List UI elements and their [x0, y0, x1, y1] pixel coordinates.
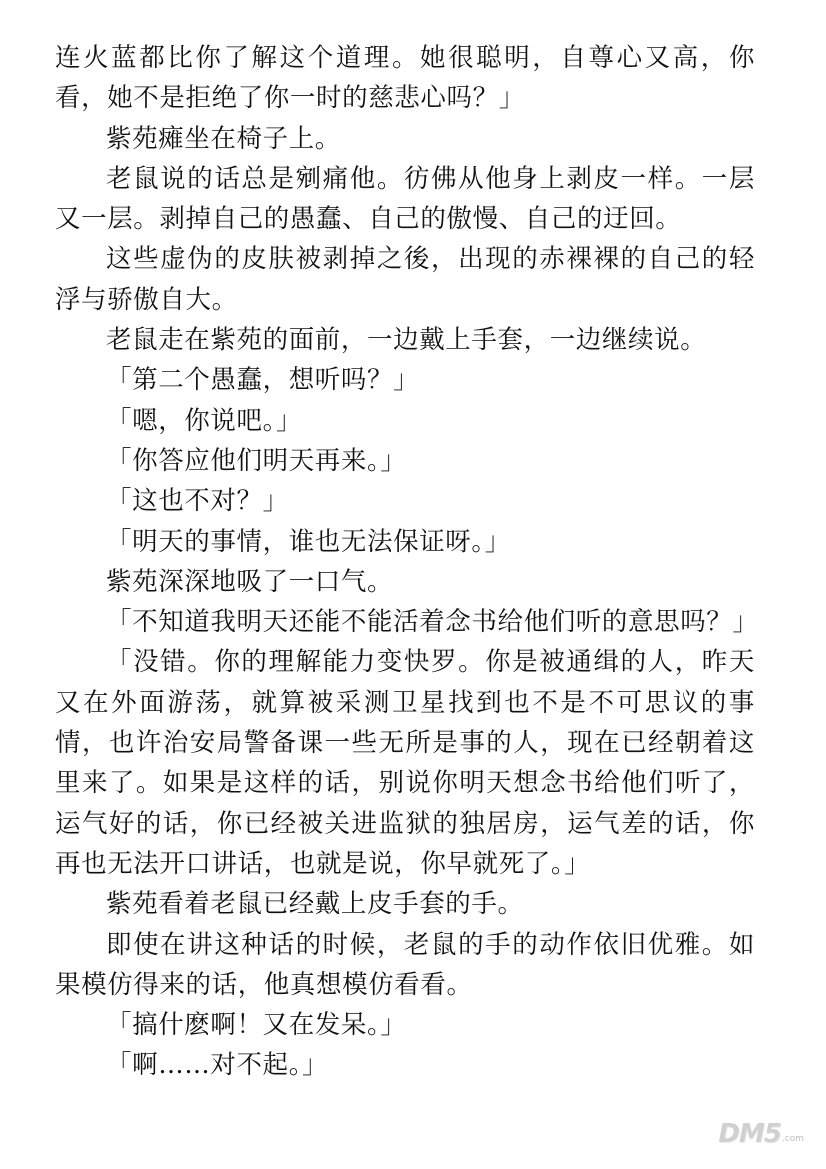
paragraph: 紫苑看着老鼠已经戴上皮手套的手。: [106, 889, 524, 920]
dialogue-line: 「嗯，你说吧。」: [106, 405, 303, 436]
paragraph: 这些虚伪的皮肤被剥掉之後，出现的赤裸裸的自己的轻浮与骄傲自大。: [55, 244, 755, 315]
dialogue-line: 「这也不对？」: [106, 486, 289, 517]
dialogue-line: 「第二个愚蠢，想听吗？」: [106, 365, 420, 396]
paragraph: 即使在讲这种话的时候，老鼠的手的动作依旧优雅。如果模仿得来的话，他真想模仿看看。: [55, 929, 755, 1000]
dialogue-line: 「没错。你的理解能力变快罗。你是被通缉的人，昨天又在外面游荡，就算被采测卫星找到也不是不可思议的事情，也许治安局警备课一些无所是事的人，现在已经朝着这里来了。如果是这样的话，别说你明天想念书给他们听了，运气好的话，你已经被关进监狱的独居房，运气差的话，你再也无法开口讲话，也就是说，你早就死了。」: [55, 647, 755, 879]
dialogue-line: 「啊……对不起。」: [106, 1050, 329, 1081]
paragraph: 老鼠走在紫苑的面前，一边戴上手套，一边继续说。: [106, 325, 707, 356]
watermark-logo: [718, 1119, 804, 1149]
paragraph: 紫苑深深地吸了一口气。: [106, 566, 394, 597]
paragraph: 紫苑瘫坐在椅子上。: [106, 123, 341, 154]
paragraph: 老鼠说的话总是剜痛他。彷佛从他身上剥皮一样。一层又一层。剥掉自己的愚蠢、自己的傲慢、自己的迂回。: [55, 163, 755, 235]
watermark-logo-text: DM5: [718, 1119, 781, 1149]
watermark-logo-suffix: .com: [781, 1134, 804, 1144]
dialogue-line: 「不知道我明天还能不能活着念书给他们听的意思吗？」: [106, 607, 759, 638]
dialogue-line: 「明天的事情，谁也无法保证呀。」: [106, 526, 511, 557]
book-page-text: [55, 38, 759, 1086]
dialogue-line: 「搞什麽啊！又在发呆。」: [106, 1010, 407, 1041]
dialogue-line: 「你答应他们明天再来。」: [106, 445, 407, 476]
paragraph: 连火蓝都比你了解这个道理。她很聪明，自尊心又高，你看，她不是拒绝了你一时的慈悲心吗？」: [55, 43, 755, 114]
